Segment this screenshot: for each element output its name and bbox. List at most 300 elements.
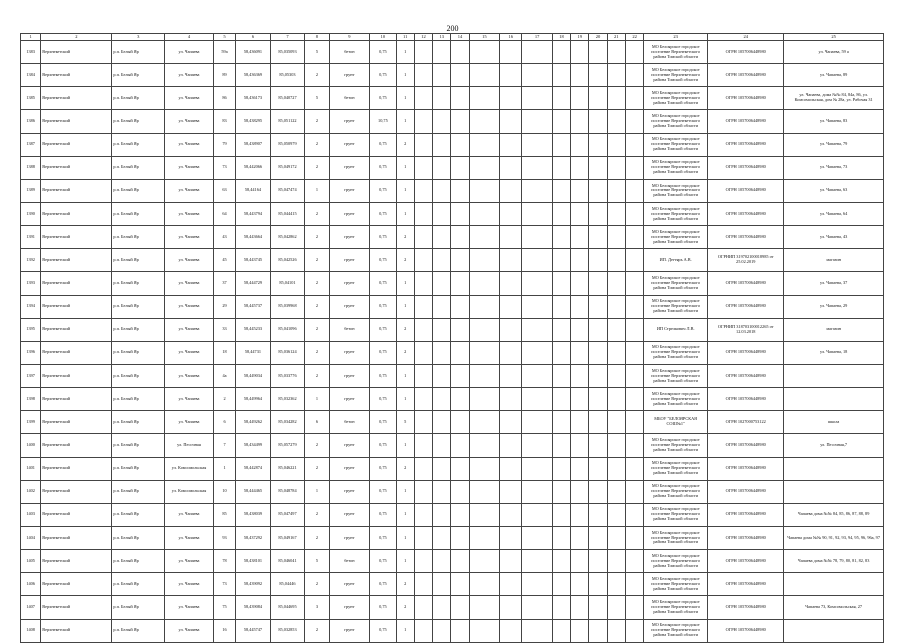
column-number: 7 [270,34,305,41]
street-cell: ул. Чапаева [165,156,214,179]
empty-cell [500,550,522,573]
empty-cell [625,434,643,457]
container-count-cell: 2 [305,295,329,318]
empty-cell [552,179,570,202]
volume-cell: 0,75 [370,156,396,179]
latitude-cell: 58,438101 [236,550,271,573]
table-row [21,272,884,295]
house-cell: 16 [213,619,235,642]
empty-cell [451,272,469,295]
container-count-cell: 1 [305,179,329,202]
house-cell: 86 [213,87,235,110]
empty-cell [552,388,570,411]
container-count-cell: 2 [305,226,329,249]
empty-cell [522,272,552,295]
bin-count-cell: 1 [396,480,414,503]
empty-cell [571,272,589,295]
sources-cell: ул. Чапаева, 63 [784,179,884,202]
longitude-cell: 85,046041 [270,550,305,573]
house-cell: 6 [213,411,235,434]
empty-cell [469,503,499,526]
ogrn-cell: ОГРН 1057006448980 [708,364,784,387]
empty-cell [607,179,625,202]
empty-cell [500,87,522,110]
latitude-cell: 58,442874 [236,457,271,480]
volume-cell: 0,75 [370,434,396,457]
settlement-cell: р.п. Белый Яр [112,550,165,573]
settlement-cell: р.п. Белый Яр [112,226,165,249]
empty-cell [451,249,469,272]
district-cell: Верхнекетский [41,619,112,642]
empty-cell [607,249,625,272]
longitude-cell: 85,051122 [270,110,305,133]
empty-cell [433,179,451,202]
table-row [21,156,884,179]
district-cell: Верхнекетский [41,110,112,133]
empty-cell [607,550,625,573]
column-number: 3 [112,34,165,41]
empty-cell [451,341,469,364]
house-cell: 63 [213,179,235,202]
bin-count-cell: 1 [396,179,414,202]
longitude-cell: 85,057279 [270,434,305,457]
empty-cell [433,64,451,87]
ogrn-cell: ОГРН 1057006448980 [708,457,784,480]
owner-cell: МО Белоярское городское поселение Верхнекетского района Томской области [644,526,708,549]
empty-cell [625,503,643,526]
row-number: 1397 [21,364,41,387]
house-cell: 45 [213,249,235,272]
ogrn-cell: ОГРН 1057006448980 [708,388,784,411]
longitude-cell: 85,042862 [270,226,305,249]
volume-cell: 0,75 [370,133,396,156]
latitude-cell: 58,449964 [236,388,271,411]
empty-cell [500,341,522,364]
surface-cell: грунт [329,133,370,156]
owner-cell: МО Белоярское городское поселение Верхнекетского района Томской области [644,133,708,156]
row-number: 1391 [21,226,41,249]
empty-cell [414,388,432,411]
street-cell: ул. Чапаева [165,64,214,87]
container-count-cell: 2 [305,573,329,596]
empty-cell [451,295,469,318]
empty-cell [571,110,589,133]
empty-cell [522,341,552,364]
latitude-cell: 58,439092 [236,573,271,596]
volume-cell: 0,75 [370,226,396,249]
owner-cell: МО Белоярское городское поселение Верхнекетского района Томской области [644,480,708,503]
bin-count-cell: 1 [396,388,414,411]
empty-cell [552,249,570,272]
empty-cell [500,156,522,179]
table-row [21,179,884,202]
street-cell: ул. Чапаева [165,133,214,156]
row-number: 1388 [21,156,41,179]
row-number: 1399 [21,411,41,434]
surface-cell: бетон [329,550,370,573]
settlement-cell: р.п. Белый Яр [112,480,165,503]
sources-cell: ул. Чапаева, 64 [784,202,884,225]
container-count-cell: 3 [305,596,329,619]
owner-cell: ИП. Дегтярь А.В. [644,249,708,272]
district-cell: Верхнекетский [41,179,112,202]
column-number: 9 [329,34,370,41]
bin-count-cell: 1 [396,110,414,133]
empty-cell [469,41,499,64]
row-number: 1385 [21,87,41,110]
latitude-cell: 58,438039 [236,503,271,526]
longitude-cell: 85,034282 [270,411,305,434]
empty-cell [552,226,570,249]
empty-cell [451,318,469,341]
sources-cell: ул. Чапаева, 43 [784,226,884,249]
row-number: 1396 [21,341,41,364]
empty-cell [571,202,589,225]
volume-cell: 0,75 [370,295,396,318]
longitude-cell: 85,035093 [270,41,305,64]
empty-cell [571,457,589,480]
row-number: 1386 [21,110,41,133]
district-cell: Верхнекетский [41,480,112,503]
empty-cell [625,388,643,411]
empty-cell [433,573,451,596]
empty-cell [552,573,570,596]
longitude-cell: 85,039968 [270,295,305,318]
container-count-cell: 2 [305,434,329,457]
longitude-cell: 85,047474 [270,179,305,202]
sources-cell: ул. Чапаева, дома №№ 84, 84а, 86, ул. Комсомольская, дом № 28а, ул. Рабочая 31 [784,87,884,110]
container-count-cell: 2 [305,619,329,642]
empty-cell [451,503,469,526]
empty-cell [500,202,522,225]
empty-cell [500,411,522,434]
latitude-cell: 58,449262 [236,411,271,434]
empty-cell [552,526,570,549]
latitude-cell: 58,44731 [236,341,271,364]
house-cell: 10 [213,480,235,503]
empty-cell [571,573,589,596]
empty-cell [625,179,643,202]
empty-cell [469,411,499,434]
empty-cell [522,318,552,341]
empty-cell [607,596,625,619]
sources-cell [784,388,884,411]
street-cell: ул. Чапаева [165,272,214,295]
district-cell: Верхнекетский [41,318,112,341]
longitude-cell: 85,04446 [270,573,305,596]
row-number: 1387 [21,133,41,156]
empty-cell [589,295,607,318]
empty-cell [414,295,432,318]
empty-cell [414,503,432,526]
column-number: 10 [370,34,396,41]
empty-cell [571,526,589,549]
settlement-cell: р.п. Белый Яр [112,110,165,133]
house-cell: 85 [213,503,235,526]
empty-cell [625,619,643,642]
empty-cell [589,526,607,549]
table-row [21,87,884,110]
empty-cell [607,87,625,110]
volume-cell: 0,75 [370,202,396,225]
container-count-cell: 5 [305,550,329,573]
empty-cell [625,318,643,341]
empty-cell [589,596,607,619]
street-cell: ул. Чапаева [165,503,214,526]
empty-cell [414,133,432,156]
container-count-cell: 5 [305,41,329,64]
ogrn-cell: ОГРНИП 318703100012265 от 12.03.2018 [708,318,784,341]
sources-cell: ул. Чапаева, 79 [784,133,884,156]
empty-cell [522,64,552,87]
empty-cell [433,526,451,549]
empty-cell [500,434,522,457]
ogrn-cell: ОГРНИП 319702100018985 от 25.02.2019 [708,249,784,272]
empty-cell [589,388,607,411]
settlement-cell: р.п. Белый Яр [112,434,165,457]
column-number: 19 [571,34,589,41]
longitude-cell: 85,050979 [270,133,305,156]
container-count-cell: 2 [305,364,329,387]
empty-cell [552,110,570,133]
sources-cell: ул. Чапаева, 37 [784,272,884,295]
district-cell: Верхнекетский [41,573,112,596]
settlement-cell: р.п. Белый Яр [112,179,165,202]
empty-cell [552,64,570,87]
volume-cell: 0,75 [370,619,396,642]
surface-cell: грунт [329,249,370,272]
latitude-cell: 58,439084 [236,596,271,619]
house-cell: 4а [213,364,235,387]
empty-cell [625,550,643,573]
ogrn-cell: ОГРН 1057006448980 [708,156,784,179]
empty-cell [607,202,625,225]
ogrn-cell: ОГРН 1057006448980 [708,619,784,642]
street-cell: ул. Комсомольская [165,457,214,480]
owner-cell: МО Белоярское городское поселение Верхнекетского района Томской области [644,388,708,411]
empty-cell [433,226,451,249]
volume-cell: 0,75 [370,179,396,202]
row-number: 1404 [21,526,41,549]
empty-cell [552,550,570,573]
empty-cell [500,41,522,64]
settlement-cell: р.п. Белый Яр [112,41,165,64]
empty-cell [552,503,570,526]
empty-cell [625,133,643,156]
empty-cell [522,550,552,573]
sources-cell [784,480,884,503]
empty-cell [500,110,522,133]
empty-cell [414,249,432,272]
empty-cell [522,596,552,619]
owner-cell: МО Белоярское городское поселение Верхнекетского района Томской области [644,295,708,318]
settlement-cell: р.п. Белый Яр [112,272,165,295]
house-cell: 7 [213,434,235,457]
surface-cell: грунт [329,457,370,480]
empty-cell [571,179,589,202]
column-number: 23 [644,34,708,41]
settlement-cell: р.п. Белый Яр [112,318,165,341]
longitude-cell: 85,033776 [270,364,305,387]
ogrn-cell: ОГРН 1057006448980 [708,526,784,549]
surface-cell: грунт [329,272,370,295]
empty-cell [522,295,552,318]
empty-cell [433,457,451,480]
empty-cell [625,480,643,503]
container-count-cell: 2 [305,318,329,341]
ogrn-cell: ОГРН 1057006448980 [708,110,784,133]
column-number: 11 [396,34,414,41]
latitude-cell: 58,434499 [236,434,271,457]
empty-cell [571,341,589,364]
empty-cell [589,573,607,596]
sources-cell [784,573,884,596]
table-row [21,295,884,318]
table-row [21,341,884,364]
owner-cell: МО Белоярское городское поселение Верхнекетского района Томской области [644,87,708,110]
empty-cell [589,41,607,64]
district-cell: Верхнекетский [41,226,112,249]
surface-cell: грунт [329,503,370,526]
volume-cell: 0,75 [370,41,396,64]
surface-cell: грунт [329,341,370,364]
empty-cell [607,156,625,179]
bin-count-cell: 2 [396,226,414,249]
container-count-cell: 2 [305,64,329,87]
empty-cell [571,295,589,318]
column-number: 14 [451,34,469,41]
sources-cell: ул. Чапаева, 18 [784,341,884,364]
empty-cell [571,411,589,434]
latitude-cell: 58,436369 [236,64,271,87]
house-cell: 83 [213,110,235,133]
empty-cell [522,388,552,411]
house-cell: 59а [213,41,235,64]
empty-cell [607,318,625,341]
surface-cell: грунт [329,226,370,249]
empty-cell [433,133,451,156]
empty-cell [522,133,552,156]
empty-cell [552,457,570,480]
empty-cell [571,226,589,249]
empty-cell [552,619,570,642]
empty-cell [433,249,451,272]
surface-cell: грунт [329,295,370,318]
row-number: 1394 [21,295,41,318]
district-cell: Верхнекетский [41,341,112,364]
empty-cell [522,249,552,272]
empty-cell [552,411,570,434]
owner-cell: МО Белоярское городское поселение Верхнекетского района Томской области [644,202,708,225]
house-cell: 2 [213,388,235,411]
container-count-cell: 1 [305,388,329,411]
row-number: 1395 [21,318,41,341]
empty-cell [589,179,607,202]
empty-cell [469,133,499,156]
owner-cell: МО Белоярское городское поселение Верхнекетского района Томской области [644,550,708,573]
empty-cell [589,364,607,387]
column-number: 16 [500,34,522,41]
empty-cell [589,457,607,480]
longitude-cell: 85,036124 [270,341,305,364]
street-cell: ул. Чапаева [165,87,214,110]
empty-cell [607,226,625,249]
empty-cell [625,526,643,549]
empty-cell [433,434,451,457]
ogrn-cell: ОГРН 1057006448980 [708,480,784,503]
empty-cell [500,318,522,341]
empty-cell [433,388,451,411]
owner-cell: МО Белоярское городское поселение Верхнекетского района Томской области [644,364,708,387]
empty-cell [414,64,432,87]
container-count-cell: 2 [305,110,329,133]
empty-cell [414,550,432,573]
bin-count-cell: 2 [396,573,414,596]
empty-cell [625,272,643,295]
longitude-cell: 85,040727 [270,87,305,110]
street-cell: ул. Чапаева [165,341,214,364]
volume-cell: 0,75 [370,249,396,272]
column-number: 12 [414,34,432,41]
house-cell: 89 [213,64,235,87]
empty-cell [500,179,522,202]
empty-cell [607,434,625,457]
empty-cell [451,87,469,110]
column-number: 13 [433,34,451,41]
empty-cell [414,156,432,179]
settlement-cell: р.п. Белый Яр [112,133,165,156]
empty-cell [414,596,432,619]
empty-cell [552,341,570,364]
sources-cell: магазин [784,249,884,272]
column-number: 22 [625,34,643,41]
row-number: 1408 [21,619,41,642]
bin-count-cell: 1 [396,64,414,87]
empty-cell [469,526,499,549]
empty-cell [451,457,469,480]
empty-cell [625,341,643,364]
street-cell: ул. Чапаева [165,249,214,272]
empty-cell [589,318,607,341]
empty-cell [607,64,625,87]
empty-cell [607,457,625,480]
empty-cell [500,526,522,549]
empty-cell [414,619,432,642]
empty-cell [469,364,499,387]
empty-cell [469,202,499,225]
latitude-cell: 58,443794 [236,202,271,225]
owner-cell: МО Белоярское городское поселение Верхнекетского района Томской области [644,156,708,179]
empty-cell [607,41,625,64]
table-row [21,550,884,573]
latitude-cell: 58,438295 [236,110,271,133]
empty-cell [571,249,589,272]
empty-cell [607,110,625,133]
empty-cell [500,388,522,411]
empty-cell [451,64,469,87]
empty-cell [625,457,643,480]
bin-count-cell: 1 [396,41,414,64]
district-cell: Верхнекетский [41,272,112,295]
column-number: 15 [469,34,499,41]
settlement-cell: р.п. Белый Яр [112,619,165,642]
empty-cell [625,295,643,318]
ogrn-cell: ОГРН 1057006448980 [708,179,784,202]
volume-cell: 0,75 [370,318,396,341]
row-number: 1406 [21,573,41,596]
ogrn-cell: ОГРН 1057006448980 [708,341,784,364]
empty-cell [607,619,625,642]
